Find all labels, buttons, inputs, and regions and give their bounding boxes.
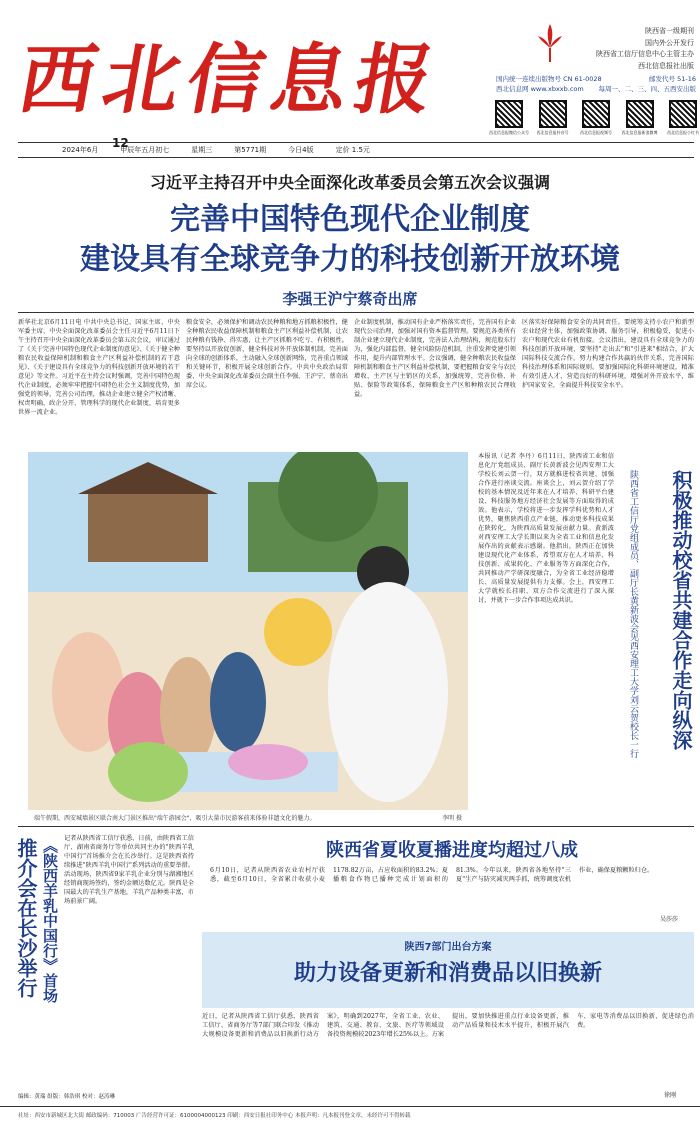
divider [18,826,694,827]
masthead-info [588,26,694,72]
issue-day: 12 [112,136,129,150]
cn-number: 国内统一连续出版物号 CN 61-0028 [496,75,602,83]
sheep-milk-story-body: 记者从陕西省工信厅获悉，日前，由陕西省工信厅、湖南省商务厅等单位共同主办的"陕西羊乳中国行"首场推介会在长沙举行。这是陕西省持续推进"陕西羊乳中国行"系列活动的重要举措。活动现场，陕西省9家羊乳企业分别与湖湘地区经销商现场签约，签约金额达数亿元。陕西是全国最大的羊乳生产基地，羊乳产品种类丰富，市场前景广阔。 [64,835,194,905]
qr-code-icon [495,100,523,128]
qr-code-icon [669,100,697,128]
cn-number-line [496,74,696,83]
qr-code-row [489,100,699,140]
info-line: 陕西省一级期刊 [645,27,694,35]
sheep-milk-story-title[interactable] [2,838,62,1038]
lead-headline[interactable] [0,200,700,280]
side-story-body: 本报讯（记者 李丹）6月11日，陕西省工业和信息化厅党组成员、副厅长黄新波会见西安理工大学校长刘云贺一行，双方就推进校省共建、加强合作进行座谈交流。座谈会上，刘云贺介绍了学校的基本情况及近年来在人才培养、科研平台建设、科技服务地方经济社会发展等方面取得的成效。他表示，学校将进一步发挥学科优势和人才优势，聚焦陕西重点产业链，推动更多科技成果在陕转化，为陕西高质量发展贡献力量。黄新波对西安理工大学长期以来为全省工业和信息化发展作出的贡献表示感谢。他指出，陕西正在加快建设现代化产业体系，希望双方在人才培养、科技创新、成果转化、产业服务等方面深化合作，共同推动产学研深度融合，为全省工业经济稳增长、高质量发展提供有力支撑。会上，西安理工大学就校长挂职、双方合作交流进行了深入探讨，并就下一步合作事项达成共识。 [478,453,614,604]
info-line: 国内外公开发行 [645,38,694,47]
photo-credit: 李明 摄 [442,815,462,822]
caption-text: 端午假期，西安城墙景区联合南大门景区推出"端午游园会"，吸引大量市民游客前来体验非遗文化的魅力。 [34,815,316,822]
consumer-author: 徐刚 [664,1092,677,1099]
qr-code[interactable] [668,100,698,140]
qr-caption: 西北信息报小红书 [667,130,699,135]
qr-caption: 西北信息报微信公众号 [489,130,529,135]
headline-line-2: 建设具有全球竞争力的科技创新开放环境 [80,242,620,277]
qr-code[interactable] [489,100,529,140]
issue-number: 第5771期 [234,146,267,154]
side-story-subtitle: 陕西省工信厅党组成员、副厅长黄新波会见西安理工大学刘云贺校长一行 [628,470,638,758]
consumer-kicker: 陕西7部门出台方案 [404,942,492,953]
qr-code-icon [626,100,654,128]
headline-line-1: 完善中国特色现代企业制度 [170,202,530,237]
info-line: 西北信息报社出版 [638,61,694,70]
year-month: 2024年6月 [62,146,99,154]
story-subtitle: 《陕西羊乳中国行》首场 [41,838,59,1003]
lunar-date: 甲辰年五月初七 [120,146,170,154]
publish-schedule: 每周一、二、三、四、五西安出版 [598,85,696,93]
qr-code-icon [539,100,567,128]
qr-caption: 西北信息报抖音号 [536,130,569,135]
postal-code: 邮发代号 51-16 [649,75,696,83]
lead-body-col-1: 新华社北京6月11日电 中共中央总书记、国家主席、中央军委主席、中央全面深化改革委员会主任习近平6月11日下午主持召开中央全面深化改革委员会第五次会议，审议通过了《关于完善中国特色现代企业制度的意见》、《关于健全种粮农民收益保障机制和粮食主产区利益补偿机制的若干意见》、《关于建设具有全球竞争力的科技创新开放环境的若干意见》等文件。习近平在主持会议时强调，完善中国特色现代企业制度，必须牢牢把握中国特色社会主义制度优势，加强党的领导，完善公司治理，推动企业建立健全产权清晰、权责明确、政企分开、管理科学的现代企业制度，培育更多世界一流企业。 [18,319,180,416]
lead-body-col-3: 企业制度机制，推动国有企业严格落实责任，完善国有企业现代公司治理，加强对国有资本监督管理。要规范各类所有制企业建立现代企业制度，完善法人治理结构，规范股东行为，强化内部监督，健全风险防范机制，注重发挥党建引领作用，提升内部管理水平。会议强调，健全种粮农民收益保障机制和粮食主产区利益补偿机制，要把握粮食安全与农民增收、主产区与主销区的关系，加强统筹，完善价格、补贴、保险等政策体系，保障粮食主产区和种粮农民合理收益。 [354,319,516,398]
side-story-title[interactable]: 积极推动校省共建合作走向纵深 [669,470,693,750]
crane-emblem-icon [530,20,570,65]
qr-caption: 西北信息报视频号 [580,130,612,135]
harvest-body: 6月10日，记者从陕西省农业农村厅获悉，截至6月10日，全省累计收获小麦1178.82万亩，占应收面积的83.2%；夏播粮食作物已播种完成计划面积的81.3%。今年以来，陕西省各地坚持"三夏"生产与防灾减灾两手抓，统筹调度农机作业，确保夏粮颗粒归仓。 [210,867,654,883]
lead-body-col-2: 粮食安全，必须保护和调动农民种粮和地方抓粮积极性，健全种粮农民收益保障机制和粮食主产区利益补偿机制，让农民种粮有钱挣、得实惠，让主产区抓粮不吃亏、有积极性。要坚持以开放促创新，健全科技对外开放体制机制，完善面向全球的创新体系，主动融入全球创新网络，完善重点领域和关键环节，积极开展全球创新合作。中共中央政治局常委、中央全面深化改革委员会副主任李强、王沪宁、蔡奇出席会议。 [186,319,348,389]
page-count: 今日4版 [288,146,314,154]
lead-kicker: 习近平主持召开中央全面深化改革委员会第五次会议强调 [149,173,550,192]
editors-credit: 编辑：黄瑞 组版：韩浩琪 校对：赵涛琳 [18,1094,115,1100]
harvest-title[interactable]: 陕西省夏收夏播进度均超过八成 [326,840,578,861]
consumer-body: 近日，记者从陕西省工信厅获悉，陕西省工信厅、省商务厅等7部门联合印发《推动大规模设备更新和消费品以旧换新行动方案》，明确到2027年，全省工业、农业、建筑、交通、教育、文旅、医疗等领域设备投资规模较2023年增长25%以上。方案提出，要加快推进重点行业设备更新，推动产品质量和技术水平提升，积极开展汽车、家电等消费品以旧换新，促进绿色消费。 [202,1013,694,1038]
news-photo[interactable] [28,452,468,810]
qr-code-icon [582,100,610,128]
lead-body-col-4: 区落实好保障粮食安全的共同责任。要统筹支持小农户和新型农业经营主体，加强政策协调，服务引导，积极稳妥，促进小农户和现代农业有机衔接。会议指出，建设具有全球竞争力的科技创新开放环境，要坚持"走出去"和"引进来"相结合，扩大国际科技交流合作，努力构建合作共赢的伙伴关系，完善国际科技治理体系和国际规则。要加强国际化科研环境建设，精准有效引进人才，营造良好的科研环境，增强对外开放水平，维护国家安全，全面提升科技安全水平。 [522,319,694,389]
dateline-bar [18,142,694,158]
price: 定价 1.5元 [335,146,370,154]
qr-code[interactable] [581,100,611,140]
festival-scene-image [28,452,468,810]
weekday: 星期三 [191,146,213,154]
qr-code[interactable] [621,100,658,140]
qr-caption: 西北信息报新浪微博 [621,130,658,135]
lead-subhead: 李强王沪宁蔡奇出席 [282,290,418,308]
photo-caption [28,810,468,825]
website[interactable]: 西北信息网 www.xbxxb.com [496,85,584,93]
newspaper-logo: 西北信息报 [12,35,448,124]
website-line [496,84,696,93]
harvest-author: 吴莎莎 [660,916,679,923]
story-title: 推介会在长沙举行 [14,838,38,998]
consumer-title[interactable]: 助力设备更新和消费品以旧换新 [293,961,602,986]
qr-code[interactable] [538,100,568,140]
info-line: 陕西省工信厅信息中心主管主办 [596,50,694,58]
page-footer: 社址：西安市新城区北大街 邮政编码：710003 广告经营许可证：6100004000123 印刷：西安日报社印务中心 本报声明：凡本报刊登文章，未经许可不得转载 [0,1106,700,1136]
divider [18,312,694,313]
